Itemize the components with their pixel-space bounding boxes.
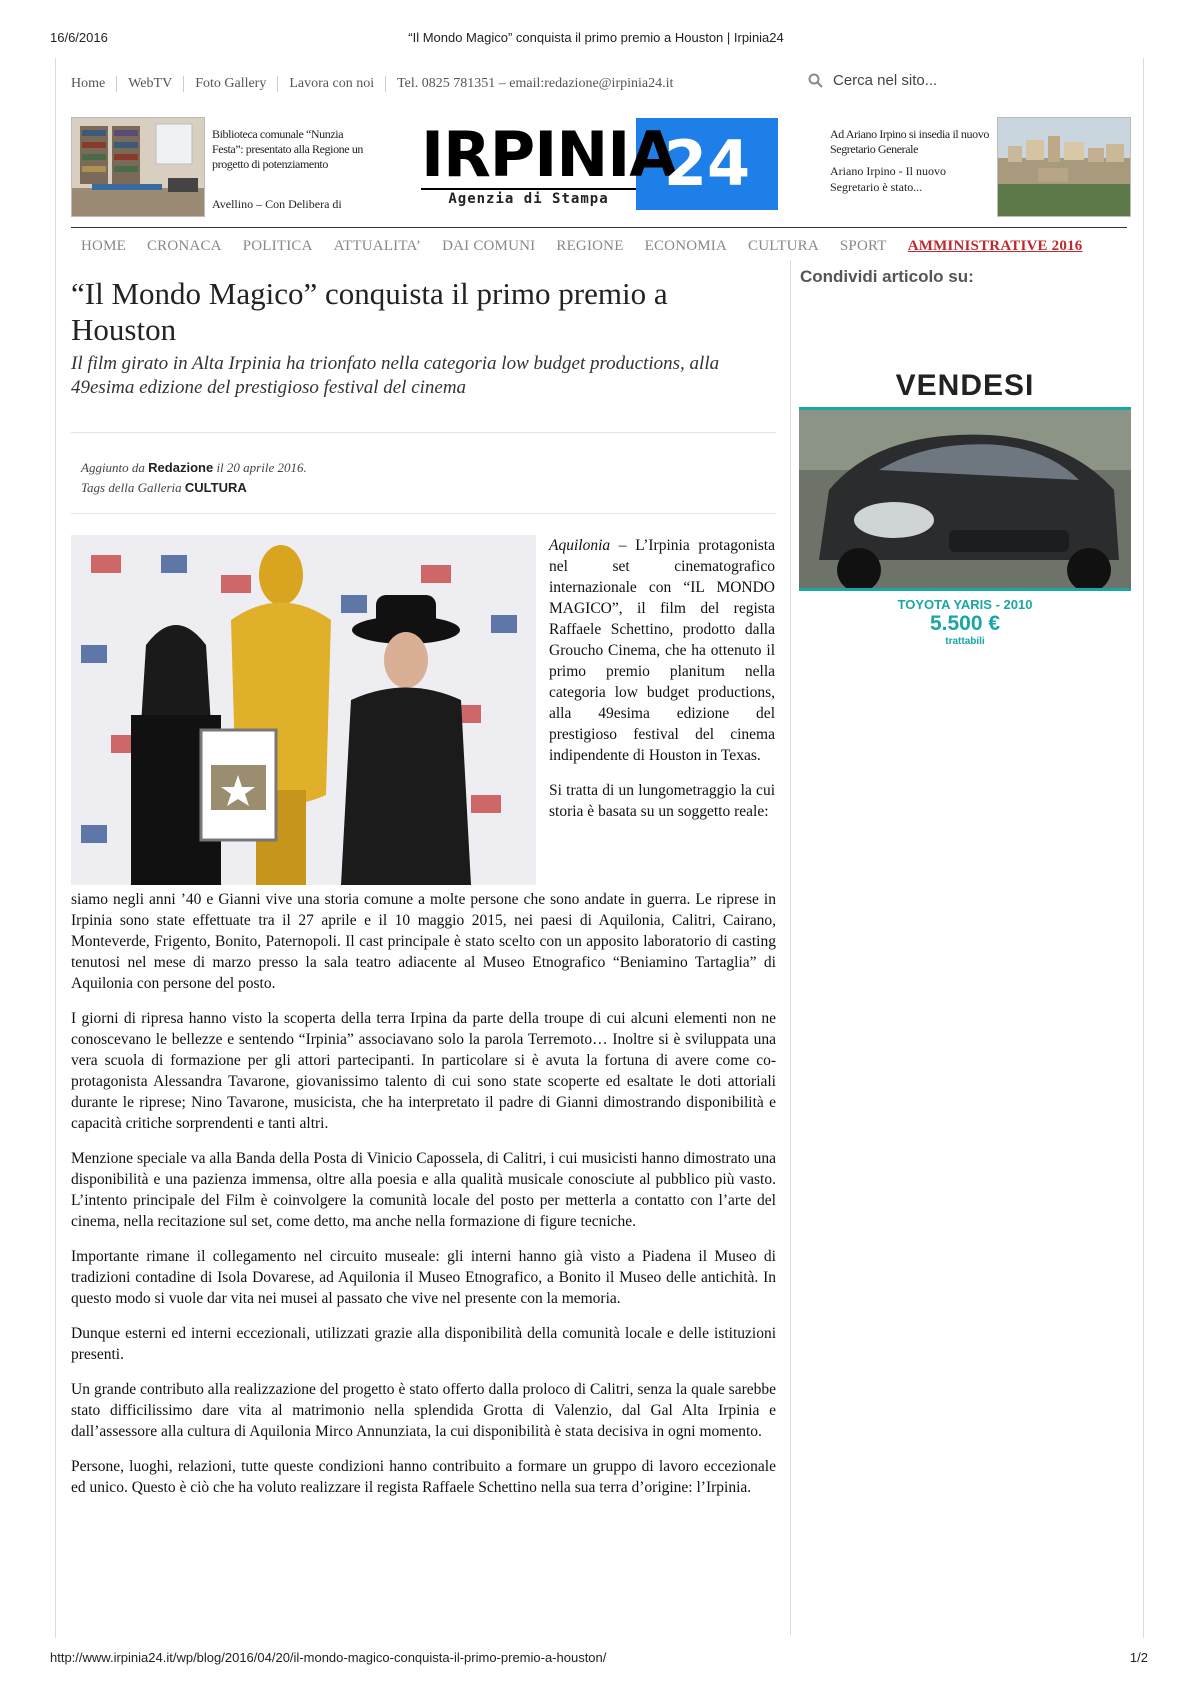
article-body-intro bbox=[549, 535, 775, 822]
meta-tag[interactable]: CULTURA bbox=[184, 480, 247, 495]
logo-word[interactable]: IRPINIA bbox=[421, 118, 677, 191]
ad-model: TOYOTA YARIS - 2010 bbox=[897, 597, 1033, 612]
search-input[interactable]: Cerca nel sito... bbox=[833, 72, 938, 89]
paragraph: I giorni di ripresa hanno visto la scoperta della terra Irpina da parte della troupe di cui alcuni elementi non ne conoscevano le bellezze e sentendo “Irpinia” associavano solo la parola Terremoto… Inoltre si è sviluppata una vera scuola di formazione per gli attori partecipanti. In particolare si è avuta la fortuna di avere come co-protagonista Alessandra Tavarone, giovanissimo talento di cui sono state scoperte ed esaltate le doti attoriali durante le riprese; Nino Tavarone, musicista, che ha interpretato il padre di Gianni dimostrando disponibilità e capacità critiche sorprendenti e tanti altri. bbox=[71, 1010, 776, 1132]
article-subtitle: Il film girato in Alta Irpinia ha trionfato nella categoria low budget productions, alla 49esima edizione del prestigioso festival del cinema bbox=[71, 353, 720, 398]
cat-regione[interactable]: REGIONE bbox=[556, 238, 624, 254]
print-date: 16/6/2016 bbox=[50, 30, 108, 45]
cat-politica[interactable]: POLITICA bbox=[242, 238, 313, 254]
right-teaser-snippet: Ariano Irpino - Il nuovo Segretario è stato... bbox=[830, 164, 946, 194]
cat-economia[interactable]: ECONOMIA bbox=[644, 238, 728, 254]
top-nav bbox=[71, 76, 684, 92]
car-image bbox=[799, 410, 1131, 588]
left-teaser-title[interactable]: Biblioteca comunale “Nunzia Festa”: presentato alla Regione un progetto di potenziamento bbox=[212, 127, 364, 171]
library-image bbox=[72, 118, 204, 216]
paragraph-text: – L’Irpinia protagonista nel set cinematografico internazionale con “IL MONDO MAGICO”, il film del regista Raffaele Schettino, prodotto dalla Groucho Cinema, che ha ottenuto il primo premio planitum nella categoria low budget productions, alla 49esima edizione del prestigioso festival del cinema indipendente di Houston in Texas. bbox=[549, 537, 775, 764]
logo-tagline: Agenzia di Stampa bbox=[421, 188, 636, 207]
print-url: http://www.irpinia24.it/wp/blog/2016/04/20/il-mondo-magico-conquista-il-primo-premio-a-houston/ bbox=[50, 1650, 607, 1665]
article-meta bbox=[81, 458, 307, 498]
ad-note: trattabili bbox=[945, 636, 985, 647]
cat-amministrative[interactable]: AMMINISTRATIVE 2016 bbox=[907, 238, 1083, 254]
cat-cultura[interactable]: CULTURA bbox=[748, 238, 819, 254]
topnav-webtv[interactable]: WebTV bbox=[117, 76, 184, 92]
page-frame-right bbox=[1143, 58, 1144, 1638]
category-nav bbox=[81, 238, 1082, 255]
lead-place: Aquilonia bbox=[549, 537, 611, 554]
left-teaser-snippet: Avellino – Con Delibera di bbox=[212, 197, 342, 211]
topnav-lavora[interactable]: Lavora con noi bbox=[278, 76, 386, 92]
paragraph: Si tratta di un lungometraggio la cui storia è basata su un soggetto reale: bbox=[549, 782, 775, 820]
award-photo bbox=[71, 535, 536, 885]
left-teaser-thumbnail[interactable] bbox=[71, 117, 205, 217]
right-teaser-thumbnail[interactable] bbox=[997, 117, 1131, 217]
cat-attualita[interactable]: ATTUALITA’ bbox=[333, 238, 422, 254]
cat-cronaca[interactable]: CRONACA bbox=[146, 238, 222, 254]
article-title: “Il Mondo Magico” conquista il primo premio a Houston bbox=[71, 276, 668, 347]
topnav-foto-gallery[interactable]: Foto Gallery bbox=[184, 76, 278, 92]
paragraph: Un grande contributo alla realizzazione del progetto è stato offerto dalla proloco di Calitri, senza la quale sarebbe stato difficilissimo dare vita al matrimonio nella splendida Grotta di Valenzio, dal Gal Alta Irpinia e dall’assessore alla cultura di Aquilonia Mirco Annunziata, la cui disponibilità è stata decisiva in ogni momento. bbox=[71, 1381, 776, 1440]
paragraph: Menzione speciale va alla Banda della Posta di Vinicio Capossela, di Calitri, i cui musicisti hanno dimostrato una disponibilità e una pazienza immensa, oltre alla poesia e alla qualità musicale conosciute al pubblico più vasto. L’intento principale del Film è coinvolgere la comunità locale del posto per metterla a contatto con l’arte del cinema, nella recitazione sul set, come detto, ma anche nella formazione di figure tecniche. bbox=[71, 1150, 776, 1230]
right-teaser-title[interactable]: Ad Ariano Irpino si insedia il nuovo Segretario Generale bbox=[830, 127, 989, 156]
header-rule bbox=[71, 227, 1127, 228]
share-label: Condividi articolo su: bbox=[800, 267, 974, 286]
topnav-contact: Tel. 0825 781351 – email:redazione@irpinia24.it bbox=[397, 76, 674, 91]
page-frame-left bbox=[55, 58, 56, 1638]
cat-home[interactable]: HOME bbox=[81, 238, 126, 254]
article-photo bbox=[71, 535, 536, 885]
ad-price: 5.500 € bbox=[929, 612, 1001, 635]
print-page-number: 1/2 bbox=[1129, 1650, 1148, 1665]
separator bbox=[71, 432, 776, 433]
search-icon bbox=[808, 73, 823, 88]
separator bbox=[71, 513, 776, 514]
ad-headline: VENDESI bbox=[895, 369, 1035, 402]
meta-date: il 20 aprile 2016. bbox=[216, 460, 307, 475]
meta-author[interactable]: Redazione bbox=[148, 460, 214, 475]
ad-banner[interactable] bbox=[799, 369, 1131, 645]
town-image bbox=[998, 118, 1130, 216]
topnav-home[interactable]: Home bbox=[71, 76, 117, 92]
cat-sport[interactable]: SPORT bbox=[839, 238, 887, 254]
article-body bbox=[71, 889, 776, 1498]
paragraph: Dunque esterni ed interni eccezionali, utilizzati grazie alla disponibilità della comunità locale e delle istituzioni presenti. bbox=[71, 1325, 776, 1363]
paragraph: Persone, luoghi, relazioni, tutte queste condizioni hanno contribuito a formare un gruppo di lavoro eccezionale ed unico. Questo è ciò che ha voluto realizzare il regista Raffaele Schettino nella sua terra d’origine: l’Irpinia. bbox=[71, 1458, 776, 1496]
meta-tags-prefix: Tags della Galleria bbox=[81, 480, 182, 495]
logo-number[interactable]: 24 bbox=[663, 127, 751, 200]
paragraph: Importante rimane il collegamento nel circuito museale: gli interni hanno già visto a Piadena il Museo di tradizioni contadine di Isola Dovarese, ad Aquilonia il Museo Etnografico, a Bonito il Museo delle antichità. In questo modo si vuole dar vita nei musei al passato che vive nel presente con la memoria. bbox=[71, 1248, 776, 1307]
paragraph: siamo negli anni ’40 e Gianni vive una storia comune a molte persone che sono andate in guerra. Le riprese in Irpinia sono state effettuate tra il 27 aprile e il 10 maggio 2015, nei paesi di Aquilonia, Calitri, Cairano, Monteverde, Frigento, Bonito, Paternopoli. Il cast principale è stato scelto con un apposito laboratorio di casting tenutosi nel mese di marzo presso la sala teatro adiacente al Museo Etnografico “Beniamino Tartaglia” di Aquilonia con persone del posto. bbox=[71, 891, 776, 992]
ad-image bbox=[799, 407, 1131, 591]
sidebar-divider bbox=[790, 260, 791, 1635]
cat-dai-comuni[interactable]: DAI COMUNI bbox=[442, 238, 536, 254]
print-title: “Il Mondo Magico” conquista il primo premio a Houston | Irpinia24 bbox=[408, 30, 784, 45]
site-search[interactable] bbox=[808, 72, 937, 89]
meta-added-prefix: Aggiunto da bbox=[81, 460, 145, 475]
paragraph bbox=[549, 535, 775, 766]
